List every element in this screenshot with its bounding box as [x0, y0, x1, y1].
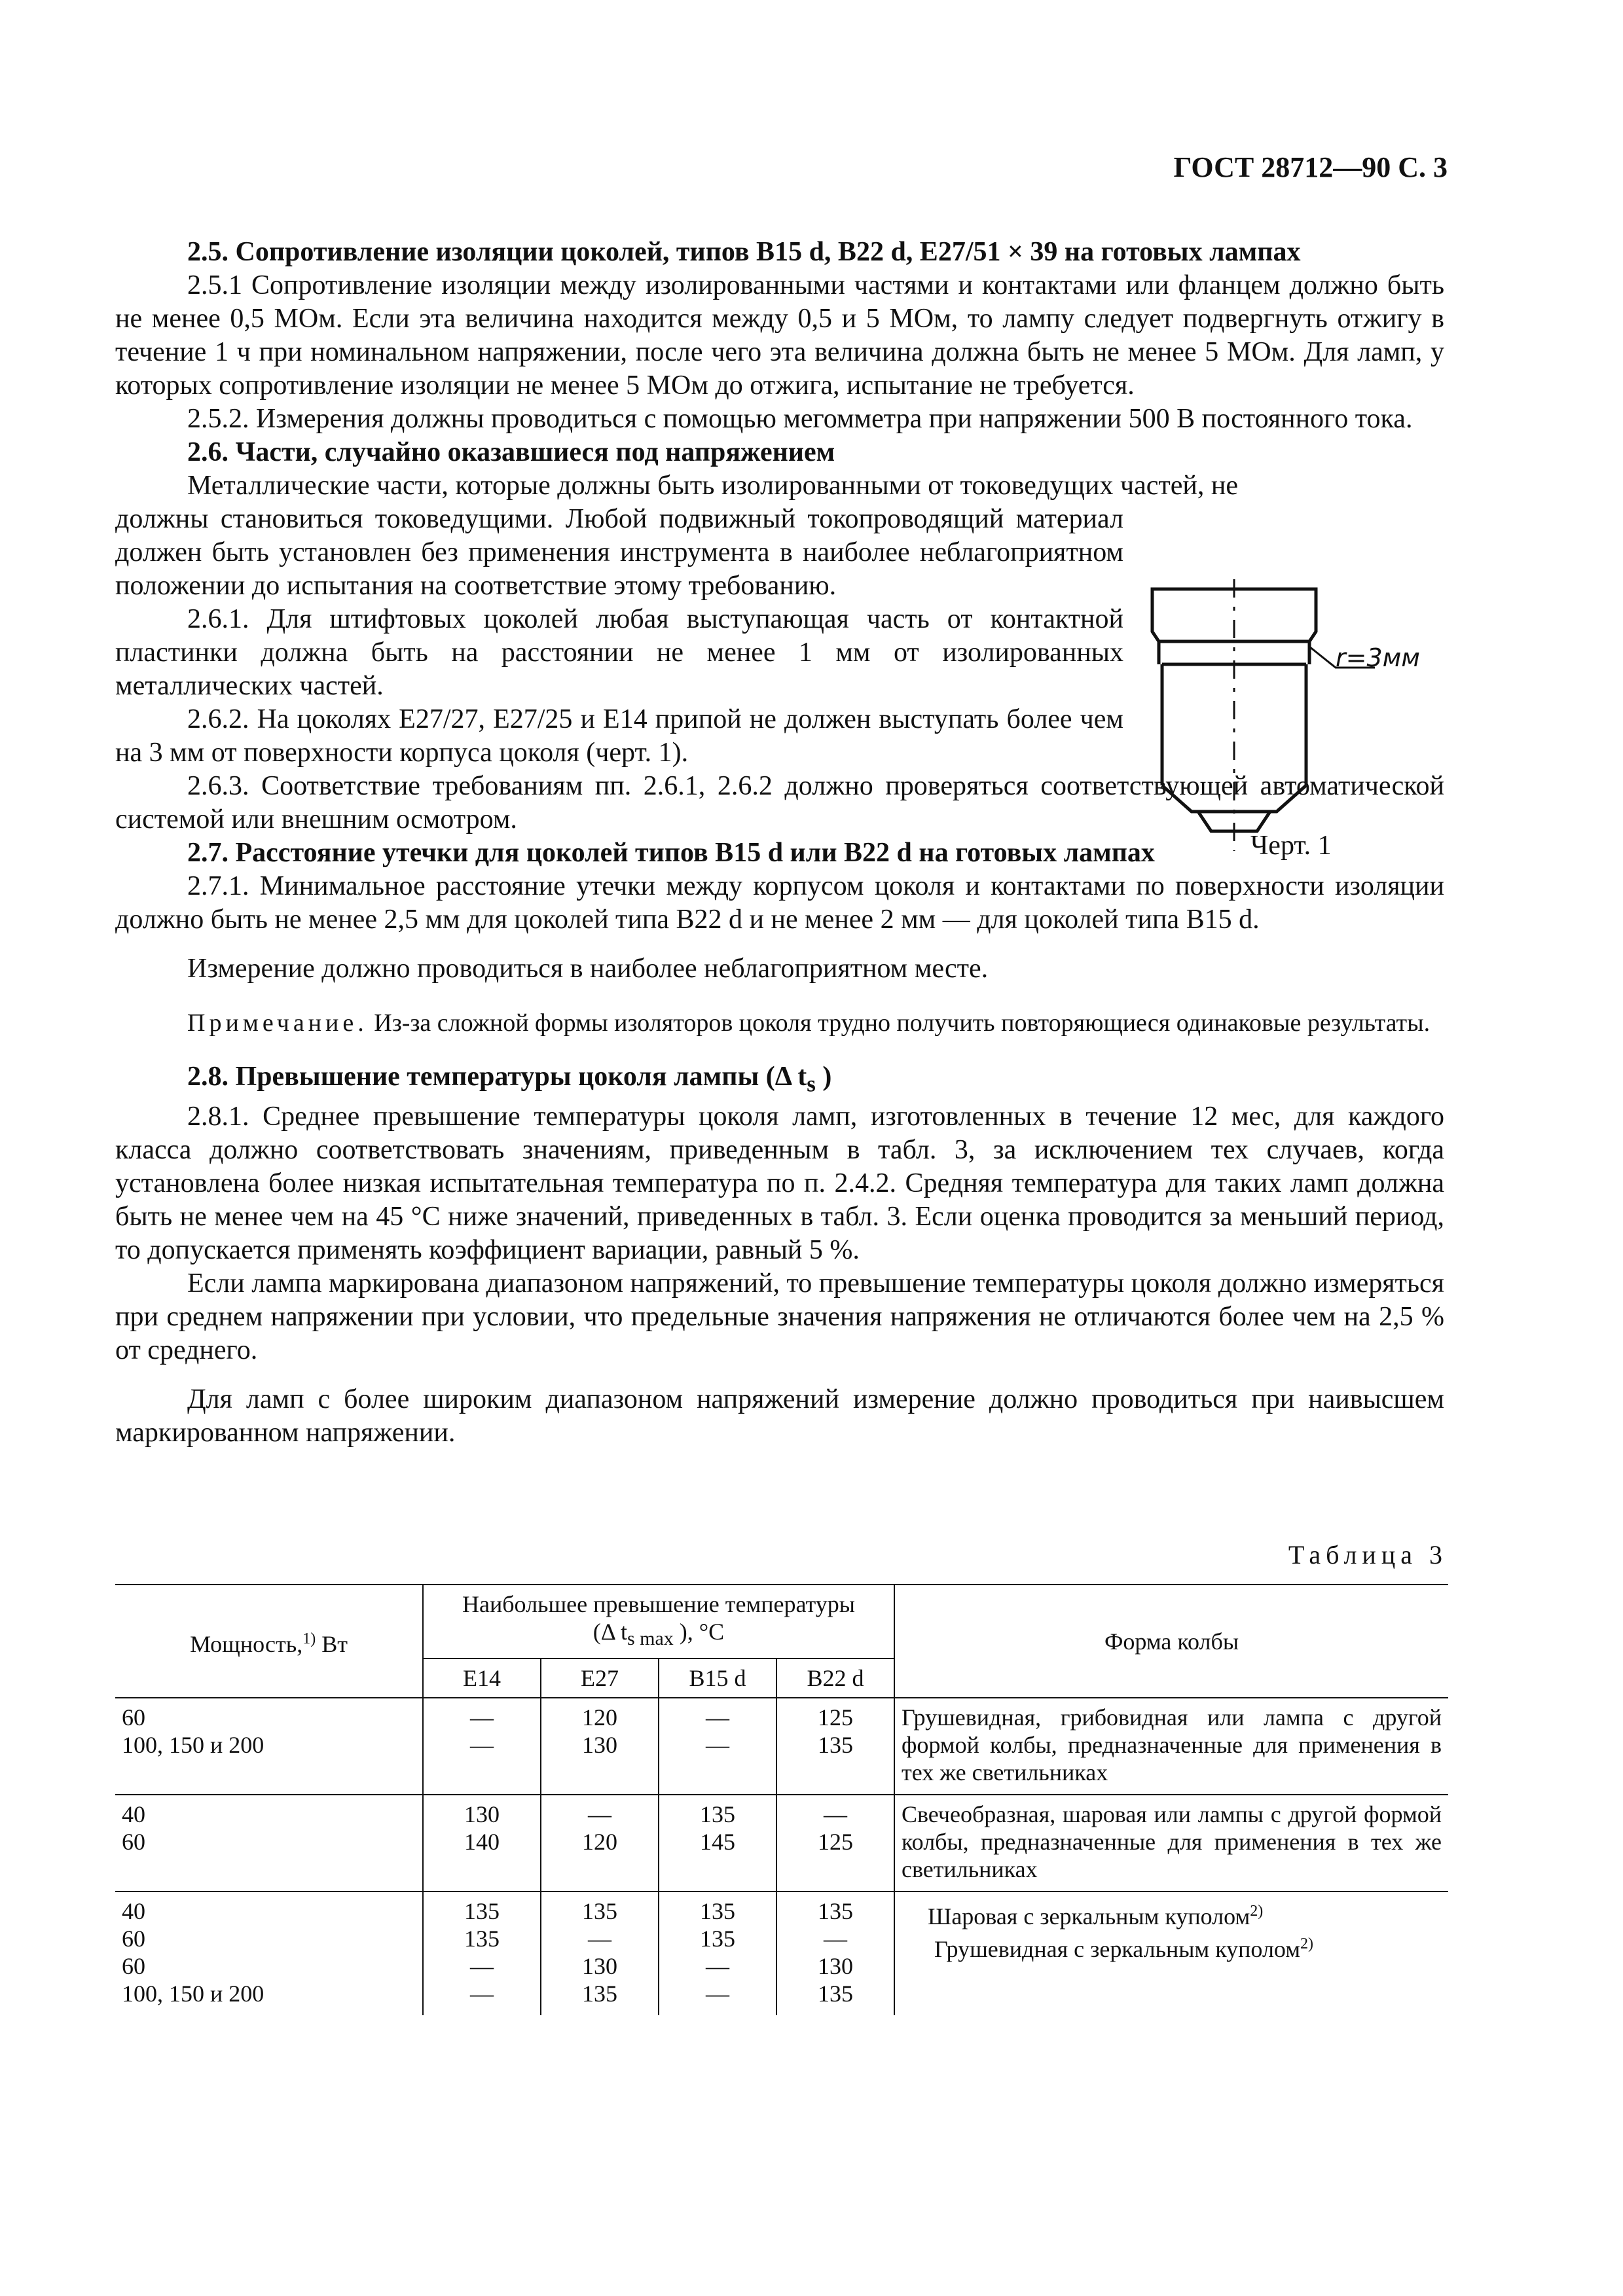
cell-b22-value: —	[824, 1801, 847, 1828]
section-2-5-heading: 2.5. Сопротивление изоляции цоколей, типов B15 d, B22 d, E27/51 × 39 на готовых лампах	[187, 237, 1301, 267]
subheader-e14: E14	[423, 1659, 541, 1698]
cell-e14-value: 130	[464, 1801, 500, 1828]
table-row	[115, 1795, 1448, 1892]
cell-b22-value: 130	[818, 1953, 853, 1980]
subheader-b22: B22 d	[776, 1659, 894, 1698]
paragraph-2-6-3: 2.6.3. Соответствие требованиям пп. 2.6.1, 2.6.2 должно проверяться соответствующей автоматической системой или внешним осмотром.	[115, 771, 1444, 834]
cell-power	[115, 1892, 423, 2015]
cell-shape	[894, 1795, 1448, 1892]
subheader-e27: E27	[541, 1659, 659, 1698]
col-header-temp	[423, 1585, 894, 1659]
cell-shape	[894, 1698, 1448, 1795]
cell-shape-value	[902, 1930, 1442, 1963]
cell-shape	[894, 1892, 1448, 2015]
cell-power-value: 100, 150 и 200	[122, 1981, 264, 2007]
section-2-8-heading-end: )	[815, 1062, 832, 1092]
paragraph-2-8-1: 2.8.1. Среднее превышение температуры цоколя ламп, изготовленных в течение 12 мес, для каждого класса должно соответствовать значениям, приведенным в табл. 3, за исключением тех случаев, когда установлена более низкая испытательная температура по п. 2.4.2. Средняя температура для таких ламп должна быть не менее чем на 45 °С ниже значений, приведенных в табл. 3. Если оценка проводится за меньший период, то допускается применять коэффициент вариации, равный 5 %.	[115, 1102, 1444, 1266]
cell-b15-value: —	[706, 1953, 729, 1980]
paragraph-2-6-intro-line1: Металлические части, которые должны быть изолированными от токоведущих частей, не	[187, 471, 1238, 501]
cell-b22-value: —	[824, 1926, 847, 1952]
cell-power-value: 40	[122, 1801, 145, 1828]
cell-power-value: 60	[122, 1926, 145, 1952]
cell-e14-value: —	[470, 1953, 494, 1980]
cell-b15-value: —	[706, 1981, 729, 2007]
col-header-power-sup: 1)	[302, 1630, 316, 1647]
cell-b22-value: 135	[818, 1732, 853, 1759]
cell-b22-value: 135	[818, 1981, 853, 2007]
col-header-power	[115, 1585, 423, 1698]
section-2-7-heading: 2.7. Расстояние утечки для цоколей типов B15 d или B22 d на готовых лампах	[187, 838, 1155, 868]
cell-b15	[659, 1892, 776, 2015]
note-label: Примечание.	[187, 1009, 368, 1037]
cell-b15-value: 135	[700, 1801, 735, 1828]
paragraph-2-6-1: 2.6.1. Для штифтовых цоколей любая выступающая часть от контактной пластинки должна быть на расстоянии не менее 1 мм от изолированных металлических частей.	[115, 604, 1123, 701]
cell-b22	[776, 1892, 894, 2015]
cell-shape-text: Грушевидная, грибовидная или лампа с другой формой колбы, предназначенные для применения в тех же светильниках	[902, 1704, 1442, 1786]
table-row	[115, 1892, 1448, 2015]
cell-b15	[659, 1698, 776, 1795]
paragraph-2-7-2: Измерение должно проводиться в наиболее неблагоприятном месте.	[187, 954, 989, 984]
paragraph-2-6-intro-cont: должны становиться токоведущими. Любой подвижный токопроводящий материал должен быть установлен без применения инструмента в наиболее неблагоприятном положении до испытания на соответствие этому требованию.	[115, 504, 1123, 601]
cell-shape-value	[902, 1897, 1442, 1930]
table-3	[115, 1584, 1448, 2015]
paragraph-2-8-1c: Для ламп с более широким диапазоном напряжений измерение должно проводиться при наивысшем маркированном напряжении.	[115, 1384, 1444, 1448]
cell-shape-sup: 2)	[1250, 1903, 1264, 1920]
cell-power	[115, 1795, 423, 1892]
col-header-power-unit: Вт	[316, 1630, 348, 1657]
cell-shape-value	[902, 1801, 1442, 1883]
cell-e14	[423, 1795, 541, 1892]
cell-e14-value: —	[470, 1732, 494, 1759]
section-2-8-heading	[115, 1060, 1444, 1100]
cell-shape-text: Грушевидная с зеркальным куполом	[934, 1936, 1301, 1963]
section-2-6-heading: 2.6. Части, случайно оказавшиеся под напряжением	[187, 437, 835, 467]
cell-e14-value: 135	[464, 1926, 500, 1952]
cell-e14-value: —	[470, 1981, 494, 2007]
cell-b15-value: —	[706, 1732, 729, 1759]
note-text: Из-за сложной формы изоляторов цоколя трудно получить повторяющиеся одинаковые результаты.	[374, 1009, 1431, 1037]
cell-e27-value: 130	[582, 1953, 617, 1980]
cell-e27-value: 135	[582, 1981, 617, 2007]
paragraph-2-5-2: 2.5.2. Измерения должны проводиться с помощью мегомметра при напряжении 500 В постоянного тока.	[187, 404, 1413, 434]
paragraph-2-8-1b: Если лампа маркирована диапазоном напряжений, то превышение температуры цоколя должно измеряться при среднем напряжении при условии, что предельные значения напряжения не отличаются более чем на 2,5 % от среднего.	[115, 1268, 1444, 1366]
col-header-shape: Форма колбы	[894, 1585, 1448, 1698]
col-header-temp-b: ), °С	[673, 1619, 725, 1645]
cell-b15-value: 135	[700, 1898, 735, 1925]
section-2-8-heading-text: 2.8. Превышение температуры цоколя лампы (Δ t	[187, 1062, 807, 1092]
cell-shape-value	[902, 1704, 1442, 1786]
col-header-temp-line2	[430, 1618, 887, 1653]
subheader-b15: B15 d	[659, 1659, 776, 1698]
figure-caption: Черт. 1	[1250, 831, 1332, 861]
cell-e27-value: 120	[582, 1704, 617, 1731]
col-header-power-text: Мощность,	[190, 1630, 303, 1657]
cell-e14-value: 140	[464, 1829, 500, 1856]
cell-b22-value: 125	[818, 1829, 853, 1856]
lamp-base-outline	[1152, 579, 1375, 851]
cell-e27	[541, 1698, 659, 1795]
cell-b22-value: 135	[818, 1898, 853, 1925]
cell-b22-value: 125	[818, 1704, 853, 1731]
cell-shape-sup: 2)	[1300, 1935, 1314, 1953]
cell-power	[115, 1698, 423, 1795]
cell-e14-value: 135	[464, 1898, 500, 1925]
section-2-8-heading-sub: s	[807, 1071, 816, 1097]
cell-power-value: 60	[122, 1953, 145, 1980]
cell-e27-value: —	[588, 1926, 611, 1952]
cell-e14-value: —	[470, 1704, 494, 1731]
table-title: Таблица 3	[1288, 1540, 1448, 1570]
cell-shape-text: Шаровая с зеркальным куполом	[928, 1903, 1250, 1930]
radius-label: r=3мм	[1336, 643, 1420, 672]
col-header-temp-line1: Наибольшее превышение температуры	[462, 1591, 855, 1617]
cell-e27	[541, 1795, 659, 1892]
cell-e27-value: 130	[582, 1732, 617, 1759]
cell-b22	[776, 1698, 894, 1795]
cell-power-value: 60	[122, 1829, 145, 1856]
col-header-temp-sub: s max	[627, 1628, 674, 1650]
cell-e27-value: 135	[582, 1898, 617, 1925]
cell-power-value: 40	[122, 1898, 145, 1925]
cell-b22	[776, 1795, 894, 1892]
figure-wrap-text	[115, 503, 1123, 770]
table-body	[115, 1698, 1448, 2015]
note	[115, 1008, 1444, 1038]
cell-e27-value: —	[588, 1801, 611, 1828]
paragraph-2-5-1: 2.5.1 Сопротивление изоляции между изолированными частями и контактами или фланцем должно быть не менее 0,5 МОм. Если эта величина находится между 0,5 и 5 МОм, то лампу следует подвергнуть отжигу в течение 1 ч при номинальном напряжении, после чего эта величина должна быть не менее 5 МОм. Для ламп, у которых сопротивление изоляции не менее 5 МОм до отжига, испытание не требуется.	[115, 270, 1444, 401]
cell-power-value: 100, 150 и 200	[122, 1732, 264, 1759]
document-header: ГОСТ 28712—90 С. 3	[1173, 151, 1448, 183]
cell-e14	[423, 1892, 541, 2015]
cell-b15-value: —	[706, 1704, 729, 1731]
cell-b15-value: 145	[700, 1829, 735, 1856]
cell-e14	[423, 1698, 541, 1795]
col-header-temp-a: (Δ t	[593, 1619, 627, 1645]
cell-b15-value: 135	[700, 1926, 735, 1952]
paragraph-2-6-2: 2.6.2. На цоколях E27/27, E27/25 и E14 припой не должен выступать более чем на 3 мм от поверхности корпуса цоколя (черт. 1).	[115, 704, 1123, 768]
cell-power-value: 60	[122, 1704, 145, 1731]
paragraph-2-7-1: 2.7.1. Минимальное расстояние утечки между корпусом цоколя и контактами по поверхности изоляции должно быть не менее 2,5 мм для цоколей типа B22 d и не менее 2 мм — для цоколей типа B15 d.	[115, 871, 1444, 935]
table-row	[115, 1698, 1448, 1795]
cell-e27	[541, 1892, 659, 2015]
cell-shape-text: Свечеобразная, шаровая или лампы с другой формой колбы, предназначенные для применения в тех же светильниках	[902, 1801, 1442, 1883]
cell-b15	[659, 1795, 776, 1892]
cell-e27-value: 120	[582, 1829, 617, 1856]
